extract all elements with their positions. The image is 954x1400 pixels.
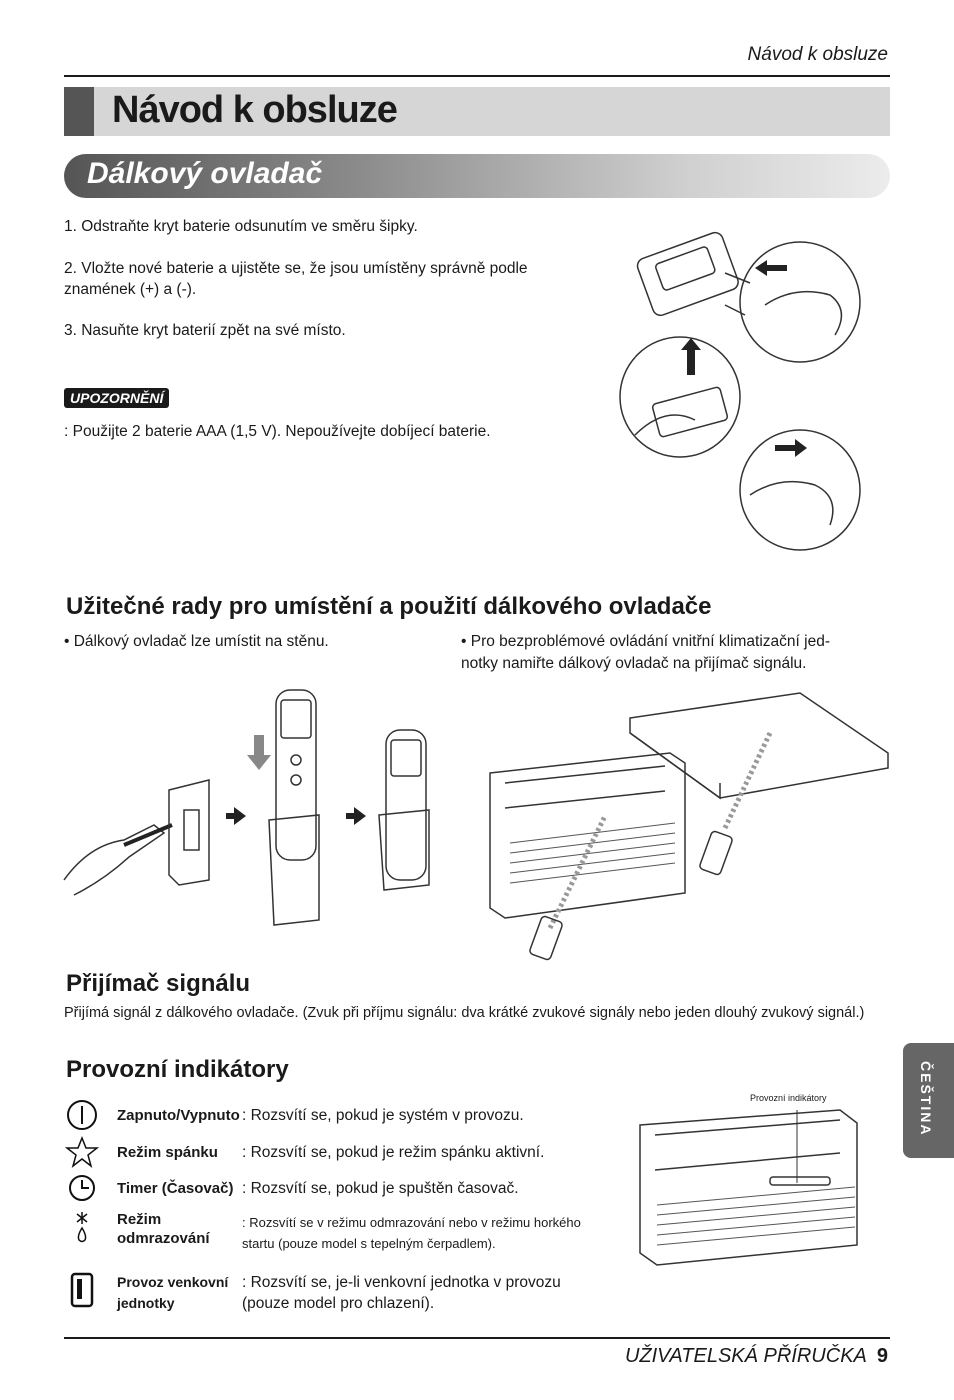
- bottom-rule: [64, 1337, 890, 1339]
- receiver-heading: Přijímač signálu: [66, 970, 251, 997]
- arrow-right-icon: [226, 807, 246, 825]
- indicator-row-outdoor: [64, 1270, 624, 1318]
- indicator-desc: : Rozsvítí se, pokud je režim spánku aktivní.: [242, 1144, 545, 1161]
- page-title: Návod k obsluze: [112, 89, 397, 131]
- section-title: Dálkový ovladač: [87, 157, 323, 190]
- indicator-unit-illustration: [635, 1105, 870, 1265]
- footer-label: UŽIVATELSKÁ PŘÍRUČKA: [624, 1345, 867, 1367]
- page-number: 9: [876, 1345, 888, 1367]
- outdoor-unit-icon: [64, 1270, 100, 1306]
- clock-icon: [64, 1170, 100, 1206]
- title-mark: [64, 87, 94, 136]
- tips-bullet-aim: • Pro bezproblémové ovládání vnitřní klimatizační jed- notky namiřte dálkový ovladač na přijímač signálu.: [461, 633, 830, 672]
- arrow-down-icon: [247, 735, 271, 770]
- battery-step-2: 2. Vložte nové baterie a ujistěte se, že jsou umístěny správně podle znamének (+) a (-).: [64, 260, 528, 298]
- arrow-right-icon: [346, 807, 366, 825]
- indicator-row-timer: [64, 1170, 624, 1206]
- arrow-right-icon: [775, 439, 807, 457]
- language-tab: [903, 1043, 954, 1158]
- step1-circle: [740, 242, 860, 362]
- indicator-desc: : Rozsvítí se, pokud je spuštěn časovač.: [242, 1180, 519, 1197]
- wall-mount-illustration: [64, 685, 454, 955]
- defrost-icon: [64, 1208, 100, 1244]
- language-tab-label: ČEŠTINA: [918, 1061, 934, 1137]
- indicator-row-defrost: [64, 1208, 624, 1256]
- indicator-desc: : Rozsvítí se v režimu odmrazování nebo v režimu horkého startu (pouze model s tepelným čerpadlem).: [242, 1215, 581, 1251]
- indicator-row-power: [64, 1097, 624, 1133]
- battery-step-3: 3. Nasuňte kryt baterií zpět na své místo.: [64, 322, 346, 339]
- battery-step-1: 1. Odstraňte kryt baterie odsunutím ve směru šipky.: [64, 218, 418, 235]
- indicator-row-sleep: [64, 1134, 624, 1170]
- indicator-name: Režim odmrazování: [117, 1211, 210, 1247]
- indicator-desc: : Rozsvítí se, je-li venkovní jednotka v provozu (pouze model pro chlazení).: [242, 1274, 561, 1312]
- indicator-name: Režim spánku: [117, 1144, 218, 1161]
- caution-text: : Použijte 2 baterie AAA (1,5 V). Nepoužívejte dobíjecí baterie.: [64, 423, 491, 440]
- tips-heading: Užitečné rady pro umístění a použití dálkového ovladače: [66, 593, 712, 620]
- indicator-name: Zapnuto/Vypnuto: [117, 1107, 240, 1124]
- caution-badge: UPOZORNĚNÍ: [64, 388, 169, 408]
- remote-closeup-illustration: [635, 230, 750, 317]
- star-icon: [64, 1134, 100, 1170]
- battery-illustration: [615, 235, 875, 555]
- indoor-unit-illustration: [480, 688, 890, 958]
- footer: [625, 1345, 888, 1368]
- indicator-desc: : Rozsvítí se, pokud je systém v provozu.: [242, 1107, 524, 1124]
- indicator-name: Provoz venkovní jednotky: [117, 1274, 229, 1311]
- arrow-up-icon: [681, 338, 701, 375]
- tips-bullet-wall: • Dálkový ovladač lze umístit na stěnu.: [64, 633, 329, 650]
- arrow-left-icon: [755, 260, 787, 276]
- indicators-heading: Provozní indikátory: [66, 1056, 289, 1083]
- indicator-callout-label: Provozní indikátory: [750, 1093, 827, 1103]
- indicator-name: Timer (Časovač): [117, 1180, 234, 1197]
- running-head: Návod k obsluze: [747, 44, 888, 65]
- power-icon: [64, 1097, 100, 1133]
- top-rule: [64, 75, 890, 77]
- receiver-text: Přijímá signál z dálkového ovladače. (Zvuk při příjmu signálu: dva krátké zvukové signály nebo jeden dlouhý zvukový signál.): [64, 1005, 865, 1021]
